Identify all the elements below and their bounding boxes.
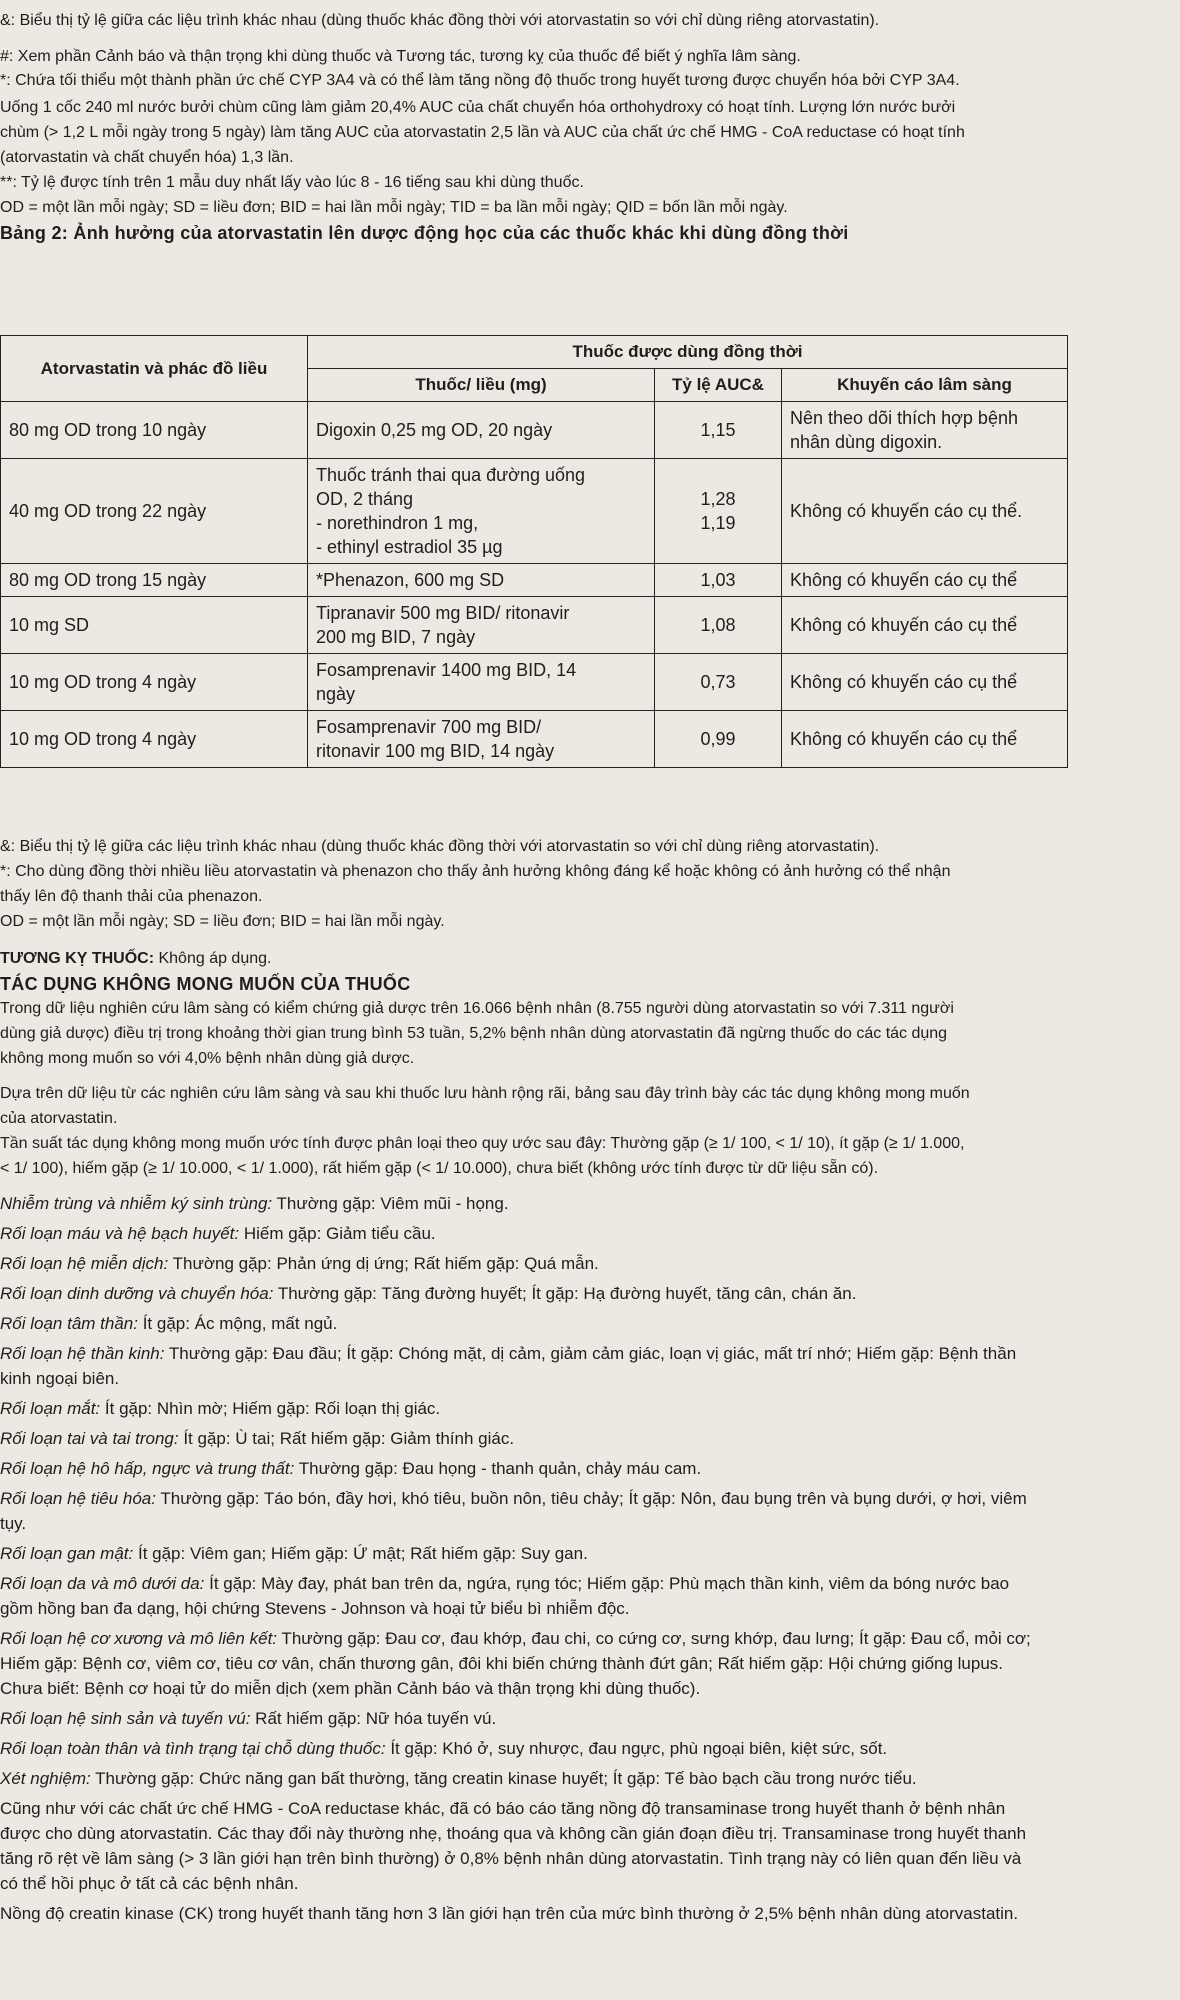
- ratio-cell: 0,73: [655, 654, 782, 711]
- effect-line: Rối loạn toàn thân và tình trạng tại chỗ dùng thuốc: Ít gặp: Khó ở, suy nhược, đau ngực, phù ngoại biên, kiệt sức, sốt.: [0, 1739, 888, 1758]
- drug-cell: Fosamprenavir 700 mg BID/ ritonavir 100 mg BID, 14 ngày: [308, 711, 655, 768]
- advice-cell: Nên theo dõi thích hợp bệnh nhân dùng digoxin.: [782, 402, 1068, 459]
- footnote-warning: #: Xem phần Cảnh báo và thận trọng khi dùng thuốc và Tương tác, tương kỵ của thuốc để biết ý nghĩa lâm sàng.: [0, 48, 801, 65]
- footnote-grapefruit-2: chùm (> 1,2 L mỗi ngày trong 5 ngày) làm tăng AUC của atorvastatin 2,5 lần và AUC của chất ức chế HMG - CoA reductase có hoạt tính: [0, 124, 965, 141]
- intro-line: không mong muốn so với 4,0% bệnh nhân dùng giả dược.: [0, 1050, 415, 1067]
- table-row: [1, 459, 1068, 564]
- effect-line: tụy.: [0, 1514, 27, 1533]
- effect-line: gồm hồng ban đa dạng, hội chứng Stevens - Johnson và hoại tử biểu bì nhiễm độc.: [0, 1599, 630, 1618]
- intro-line: dùng giả dược) điều trị trong khoảng thời gian trung bình 53 tuần, 5,2% bệnh nhân dùng atorvastatin đã ngừng thuốc do các tác dụng: [0, 1025, 948, 1042]
- drug-cell: *Phenazon, 600 mg SD: [308, 564, 655, 597]
- regimen-cell: 80 mg OD trong 10 ngày: [1, 402, 308, 459]
- side-effects-heading: TÁC DỤNG KHÔNG MONG MUỐN CỦA THUỐC: [0, 974, 411, 994]
- effect-line: Nhiễm trùng và nhiễm ký sinh trùng: Thường gặp: Viêm mũi - họng.: [0, 1194, 509, 1213]
- footnote-sample: **: Tỷ lệ được tính trên 1 mẫu duy nhất lấy vào lúc 8 - 16 tiếng sau khi dùng thuốc.: [0, 174, 584, 191]
- effect-line: Nồng độ creatin kinase (CK) trong huyết thanh tăng hơn 3 lần giới hạn trên của mức bình thường ở 2,5% bệnh nhân dùng atorvastatin.: [0, 1904, 1019, 1923]
- table-note-phenazon-2: thấy lên độ thanh thải của phenazon.: [0, 888, 263, 905]
- table-note-abbreviations: OD = một lần mỗi ngày; SD = liều đơn; BID = hai lần mỗi ngày.: [0, 913, 445, 930]
- advice-cell: Không có khuyến cáo cụ thể.: [782, 459, 1068, 564]
- effect-line: tăng rõ rệt về lâm sàng (> 3 lần giới hạn trên bình thường) ở 0,8% bệnh nhân dùng atorvastatin. Tình trạng này có liên quan đến liều và: [0, 1849, 1022, 1868]
- header-auc-ratio: Tỷ lệ AUC&: [655, 369, 782, 402]
- footnote-grapefruit-1: Uống 1 cốc 240 ml nước bưởi chùm cũng làm giảm 20,4% AUC của chất chuyển hóa orthohydroxy có hoạt tính. Lượng lớn nước bưởi: [0, 99, 956, 116]
- effect-line: Xét nghiệm: Thường gặp: Chức năng gan bất thường, tăng creatin kinase huyết; Ít gặp: Tế bào bạch cầu trong nước tiểu.: [0, 1769, 917, 1788]
- ratio-cell: 1,08: [655, 597, 782, 654]
- effect-line: Hiếm gặp: Bệnh cơ, viêm cơ, tiêu cơ vân, chấn thương gân, đôi khi biến chứng thành đứt gân; Rất hiếm gặp: Hội chứng giống lupus.: [0, 1654, 1004, 1673]
- regimen-cell: 40 mg OD trong 22 ngày: [1, 459, 308, 564]
- intro-line: Dựa trên dữ liệu từ các nghiên cứu lâm sàng và sau khi thuốc lưu hành rộng rãi, bảng sau đây trình bày các tác dụng không mong muốn: [0, 1085, 970, 1102]
- ratio-cell: 0,99: [655, 711, 782, 768]
- ratio-cell: 1,28 1,19: [655, 459, 782, 564]
- advice-cell: Không có khuyến cáo cụ thể: [782, 711, 1068, 768]
- header-drug-dose: Thuốc/ liều (mg): [308, 369, 655, 402]
- intro-line: Trong dữ liệu nghiên cứu lâm sàng có kiểm chứng giả dược trên 16.066 bệnh nhân (8.755 người dùng atorvastatin so với 7.311 người: [0, 1000, 954, 1017]
- effect-line: Cũng như với các chất ức chế HMG - CoA reductase khác, đã có báo cáo tăng nồng độ transaminase trong huyết thanh ở bệnh nhân: [0, 1799, 1006, 1818]
- table-title: Bảng 2: Ảnh hưởng của atorvastatin lên dược động học của các thuốc khác khi dùng đồng thời: [0, 223, 849, 243]
- header-regimen: Atorvastatin và phác đồ liều: [1, 336, 308, 402]
- regimen-cell: 80 mg OD trong 15 ngày: [1, 564, 308, 597]
- header-clinical-advice: Khuyến cáo lâm sàng: [782, 369, 1068, 402]
- effect-line: Chưa biết: Bệnh cơ hoại tử do miễn dịch (xem phần Cảnh báo và thận trọng khi dùng thuốc).: [0, 1679, 701, 1698]
- effect-line: kinh ngoại biên.: [0, 1369, 120, 1388]
- table-row: [1, 402, 1068, 459]
- effect-line: Rối loạn hệ miễn dịch: Thường gặp: Phản ứng dị ứng; Rất hiếm gặp: Quá mẫn.: [0, 1254, 599, 1273]
- interaction-table: [0, 335, 1068, 768]
- drug-cell: Fosamprenavir 1400 mg BID, 14 ngày: [308, 654, 655, 711]
- table-header-row: [1, 336, 1068, 369]
- effect-line: Rối loạn tai và tai trong: Ít gặp: Ù tai; Rất hiếm gặp: Giảm thính giác.: [0, 1429, 515, 1448]
- effect-line: Rối loạn mắt: Ít gặp: Nhìn mờ; Hiếm gặp: Rối loạn thị giác.: [0, 1399, 441, 1418]
- drug-cell: Tipranavir 500 mg BID/ ritonavir 200 mg BID, 7 ngày: [308, 597, 655, 654]
- ratio-cell: 1,03: [655, 564, 782, 597]
- effect-line: Rối loạn máu và hệ bạch huyết: Hiếm gặp: Giảm tiểu cầu.: [0, 1224, 436, 1243]
- advice-cell: Không có khuyến cáo cụ thể: [782, 654, 1068, 711]
- intro-line: của atorvastatin.: [0, 1110, 118, 1127]
- table-row: [1, 564, 1068, 597]
- drug-cell: Thuốc tránh thai qua đường uống OD, 2 tháng - norethindron 1 mg, - ethinyl estradiol 35 µg: [308, 459, 655, 564]
- advice-cell: Không có khuyến cáo cụ thể: [782, 564, 1068, 597]
- effect-line: Rối loạn hệ tiêu hóa: Thường gặp: Táo bón, đầy hơi, khó tiêu, buồn nôn, tiêu chảy; Ít gặp: Nôn, đau bụng trên và bụng dưới, ợ hơi, viêm: [0, 1489, 1027, 1508]
- table-note-ratio: &: Biểu thị tỷ lệ giữa các liệu trình khác nhau (dùng thuốc khác đồng thời với atorvastatin so với chỉ dùng riêng atorvastatin).: [0, 838, 880, 855]
- effect-line: Rối loạn hệ cơ xương và mô liên kết: Thường gặp: Đau cơ, đau khớp, đau chi, co cứng cơ, sưng khớp, đau lưng; Ít gặp: Đau cổ, mỏi cơ;: [0, 1629, 1031, 1648]
- effect-line: Rối loạn hệ hô hấp, ngực và trung thất: Thường gặp: Đau họng - thanh quản, chảy máu cam.: [0, 1459, 702, 1478]
- regimen-cell: 10 mg OD trong 4 ngày: [1, 654, 308, 711]
- effect-line: Rối loạn da và mô dưới da: Ít gặp: Mày đay, phát ban trên da, ngứa, rụng tóc; Hiếm gặp: Phù mạch thần kinh, viêm da bóng nước bao: [0, 1574, 1010, 1593]
- intro-line: Tần suất tác dụng không mong muốn ước tính được phân loại theo quy ước sau đây: Thường gặp (≥ 1/ 100, < 1/ 10), ít gặp (≥ 1/ 1.000,: [0, 1135, 965, 1152]
- footnote-cyp3a4: *: Chứa tối thiểu một thành phần ức chế CYP 3A4 và có thể làm tăng nồng độ thuốc trong huyết tương được chuyển hóa bởi CYP 3A4.: [0, 72, 960, 89]
- footnote-ratio: &: Biểu thị tỷ lệ giữa các liệu trình khác nhau (dùng thuốc khác đồng thời với atorvastatin so với chỉ dùng riêng atorvastatin).: [0, 12, 880, 29]
- footnote-abbreviations: OD = một lần mỗi ngày; SD = liều đơn; BID = hai lần mỗi ngày; TID = ba lần mỗi ngày; QID = bốn lần mỗi ngày.: [0, 199, 788, 216]
- effect-line: Rối loạn tâm thần: Ít gặp: Ác mộng, mất ngủ.: [0, 1314, 338, 1333]
- drug-cell: Digoxin 0,25 mg OD, 20 ngày: [308, 402, 655, 459]
- effect-line: Rối loạn gan mật: Ít gặp: Viêm gan; Hiếm gặp: Ứ mật; Rất hiếm gặp: Suy gan.: [0, 1544, 588, 1563]
- advice-cell: Không có khuyến cáo cụ thể: [782, 597, 1068, 654]
- table-note-phenazon-1: *: Cho dùng đồng thời nhiều liều atorvastatin và phenazon cho thấy ảnh hưởng không đáng kể hoặc không có ảnh hưởng có thể nhận: [0, 863, 951, 880]
- table-row: [1, 711, 1068, 768]
- compatibility-line: TƯƠNG KỴ THUỐC: Không áp dụng.: [0, 950, 272, 967]
- table-row: [1, 597, 1068, 654]
- table-row: [1, 654, 1068, 711]
- effect-line: có thể hồi phục ở tất cả các bệnh nhân.: [0, 1874, 299, 1893]
- effect-line: Rối loạn hệ thần kinh: Thường gặp: Đau đầu; Ít gặp: Chóng mặt, dị cảm, giảm cảm giác, loạn vị giác, mất trí nhớ; Hiếm gặp: Bệnh thần: [0, 1344, 1017, 1363]
- effect-line: Rối loạn dinh dưỡng và chuyển hóa: Thường gặp: Tăng đường huyết; Ít gặp: Hạ đường huyết, tăng cân, chán ăn.: [0, 1284, 857, 1303]
- header-coadministered-group: Thuốc được dùng đồng thời: [308, 336, 1068, 369]
- ratio-cell: 1,15: [655, 402, 782, 459]
- footnote-grapefruit-3: (atorvastatin và chất chuyển hóa) 1,3 lần.: [0, 149, 294, 166]
- intro-line: < 1/ 100), hiếm gặp (≥ 1/ 10.000, < 1/ 1.000), rất hiếm gặp (< 1/ 10.000), chưa biết (không ước tính được từ dữ liệu sẵn có).: [0, 1160, 879, 1177]
- effect-line: Rối loạn hệ sinh sản và tuyến vú: Rất hiếm gặp: Nữ hóa tuyến vú.: [0, 1709, 497, 1728]
- effect-line: được cho dùng atorvastatin. Các thay đổi này thường nhẹ, thoáng qua và không cần gián đoạn điều trị. Transaminase trong huyết thanh: [0, 1824, 1027, 1843]
- regimen-cell: 10 mg OD trong 4 ngày: [1, 711, 308, 768]
- regimen-cell: 10 mg SD: [1, 597, 308, 654]
